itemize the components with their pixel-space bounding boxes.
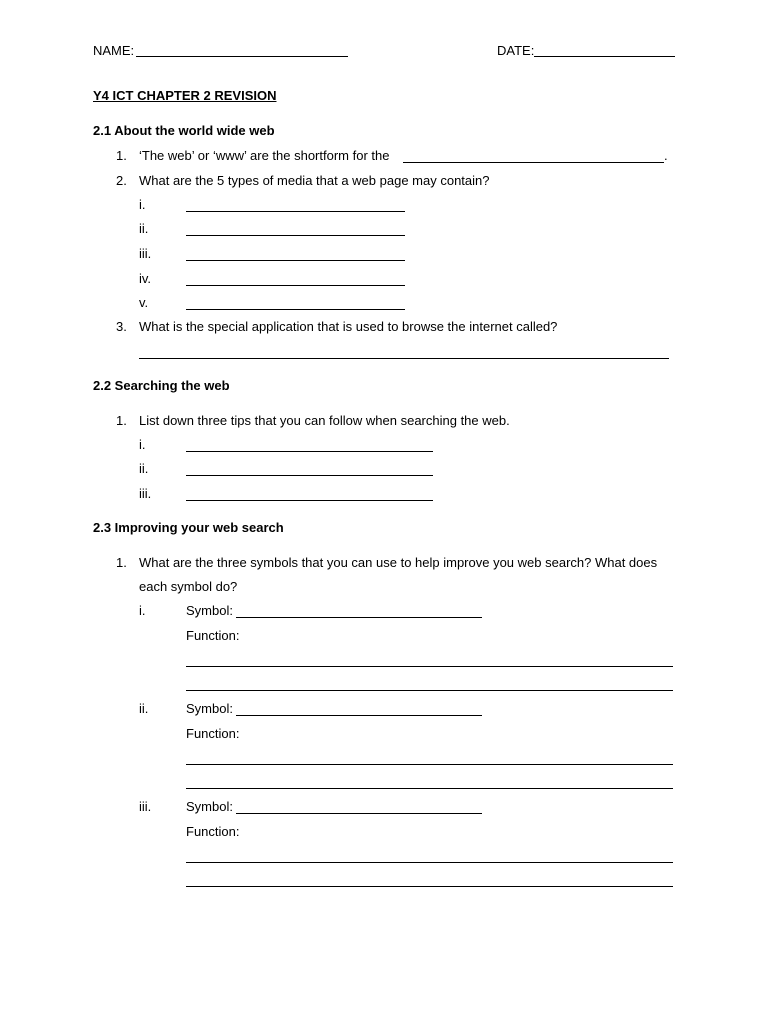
answer-blank[interactable] bbox=[186, 285, 405, 286]
list-item-number: i. bbox=[139, 437, 146, 452]
function-blank[interactable] bbox=[186, 764, 673, 765]
date-label: DATE: bbox=[497, 43, 535, 58]
section-heading-2-3: 2.3 Improving your web search bbox=[93, 520, 284, 535]
symbol-label: Symbol: bbox=[186, 701, 233, 716]
question-number: 2. bbox=[116, 173, 127, 188]
symbol-label: Symbol: bbox=[186, 799, 233, 814]
question-text-line-2: each symbol do? bbox=[139, 579, 238, 594]
answer-blank[interactable] bbox=[186, 500, 433, 501]
list-item-number: ii. bbox=[139, 221, 149, 236]
name-blank[interactable] bbox=[136, 56, 348, 57]
section-heading-2-2: 2.2 Searching the web bbox=[93, 378, 230, 393]
question-text: What are the 5 types of media that a web page may contain? bbox=[139, 173, 490, 188]
answer-blank[interactable] bbox=[186, 451, 433, 452]
answer-blank[interactable] bbox=[139, 358, 669, 359]
function-blank[interactable] bbox=[186, 886, 673, 887]
symbol-blank[interactable] bbox=[236, 617, 482, 618]
function-blank[interactable] bbox=[186, 690, 673, 691]
question-number: 3. bbox=[116, 319, 127, 334]
function-label: Function: bbox=[186, 726, 240, 741]
list-item-number: i. bbox=[139, 603, 146, 618]
function-blank[interactable] bbox=[186, 862, 673, 863]
question-end-period: . bbox=[664, 148, 668, 163]
name-label: NAME: bbox=[93, 43, 135, 58]
list-item-number: iii. bbox=[139, 246, 152, 261]
question-text: What is the special application that is used to browse the internet called? bbox=[139, 319, 558, 334]
function-blank[interactable] bbox=[186, 788, 673, 789]
question-number: 1. bbox=[116, 555, 127, 570]
answer-blank[interactable] bbox=[186, 309, 405, 310]
section-heading-2-1: 2.1 About the world wide web bbox=[93, 123, 275, 138]
question-text-line-1: What are the three symbols that you can use to help improve you web search? What does bbox=[139, 555, 658, 570]
list-item-number: iii. bbox=[139, 486, 152, 501]
list-item-number: i. bbox=[139, 197, 146, 212]
symbol-label: Symbol: bbox=[186, 603, 233, 618]
answer-blank[interactable] bbox=[186, 211, 405, 212]
symbol-blank[interactable] bbox=[236, 715, 482, 716]
answer-blank[interactable] bbox=[403, 162, 664, 163]
answer-blank[interactable] bbox=[186, 235, 405, 236]
list-item-number: ii. bbox=[139, 461, 149, 476]
answer-blank[interactable] bbox=[186, 475, 433, 476]
answer-blank[interactable] bbox=[186, 260, 405, 261]
function-blank[interactable] bbox=[186, 666, 673, 667]
function-label: Function: bbox=[186, 628, 240, 643]
worksheet-title: Y4 ICT CHAPTER 2 REVISION bbox=[93, 88, 277, 103]
question-number: 1. bbox=[116, 148, 127, 163]
question-text: ‘The web’ or ‘www’ are the shortform for the bbox=[139, 148, 390, 163]
list-item-number: iii. bbox=[139, 799, 152, 814]
question-number: 1. bbox=[116, 413, 127, 428]
symbol-blank[interactable] bbox=[236, 813, 482, 814]
date-blank[interactable] bbox=[534, 56, 675, 57]
list-item-number: ii. bbox=[139, 701, 149, 716]
list-item-number: iv. bbox=[139, 271, 152, 286]
question-text: List down three tips that you can follow when searching the web. bbox=[139, 413, 510, 428]
function-label: Function: bbox=[186, 824, 240, 839]
list-item-number: v. bbox=[139, 295, 149, 310]
